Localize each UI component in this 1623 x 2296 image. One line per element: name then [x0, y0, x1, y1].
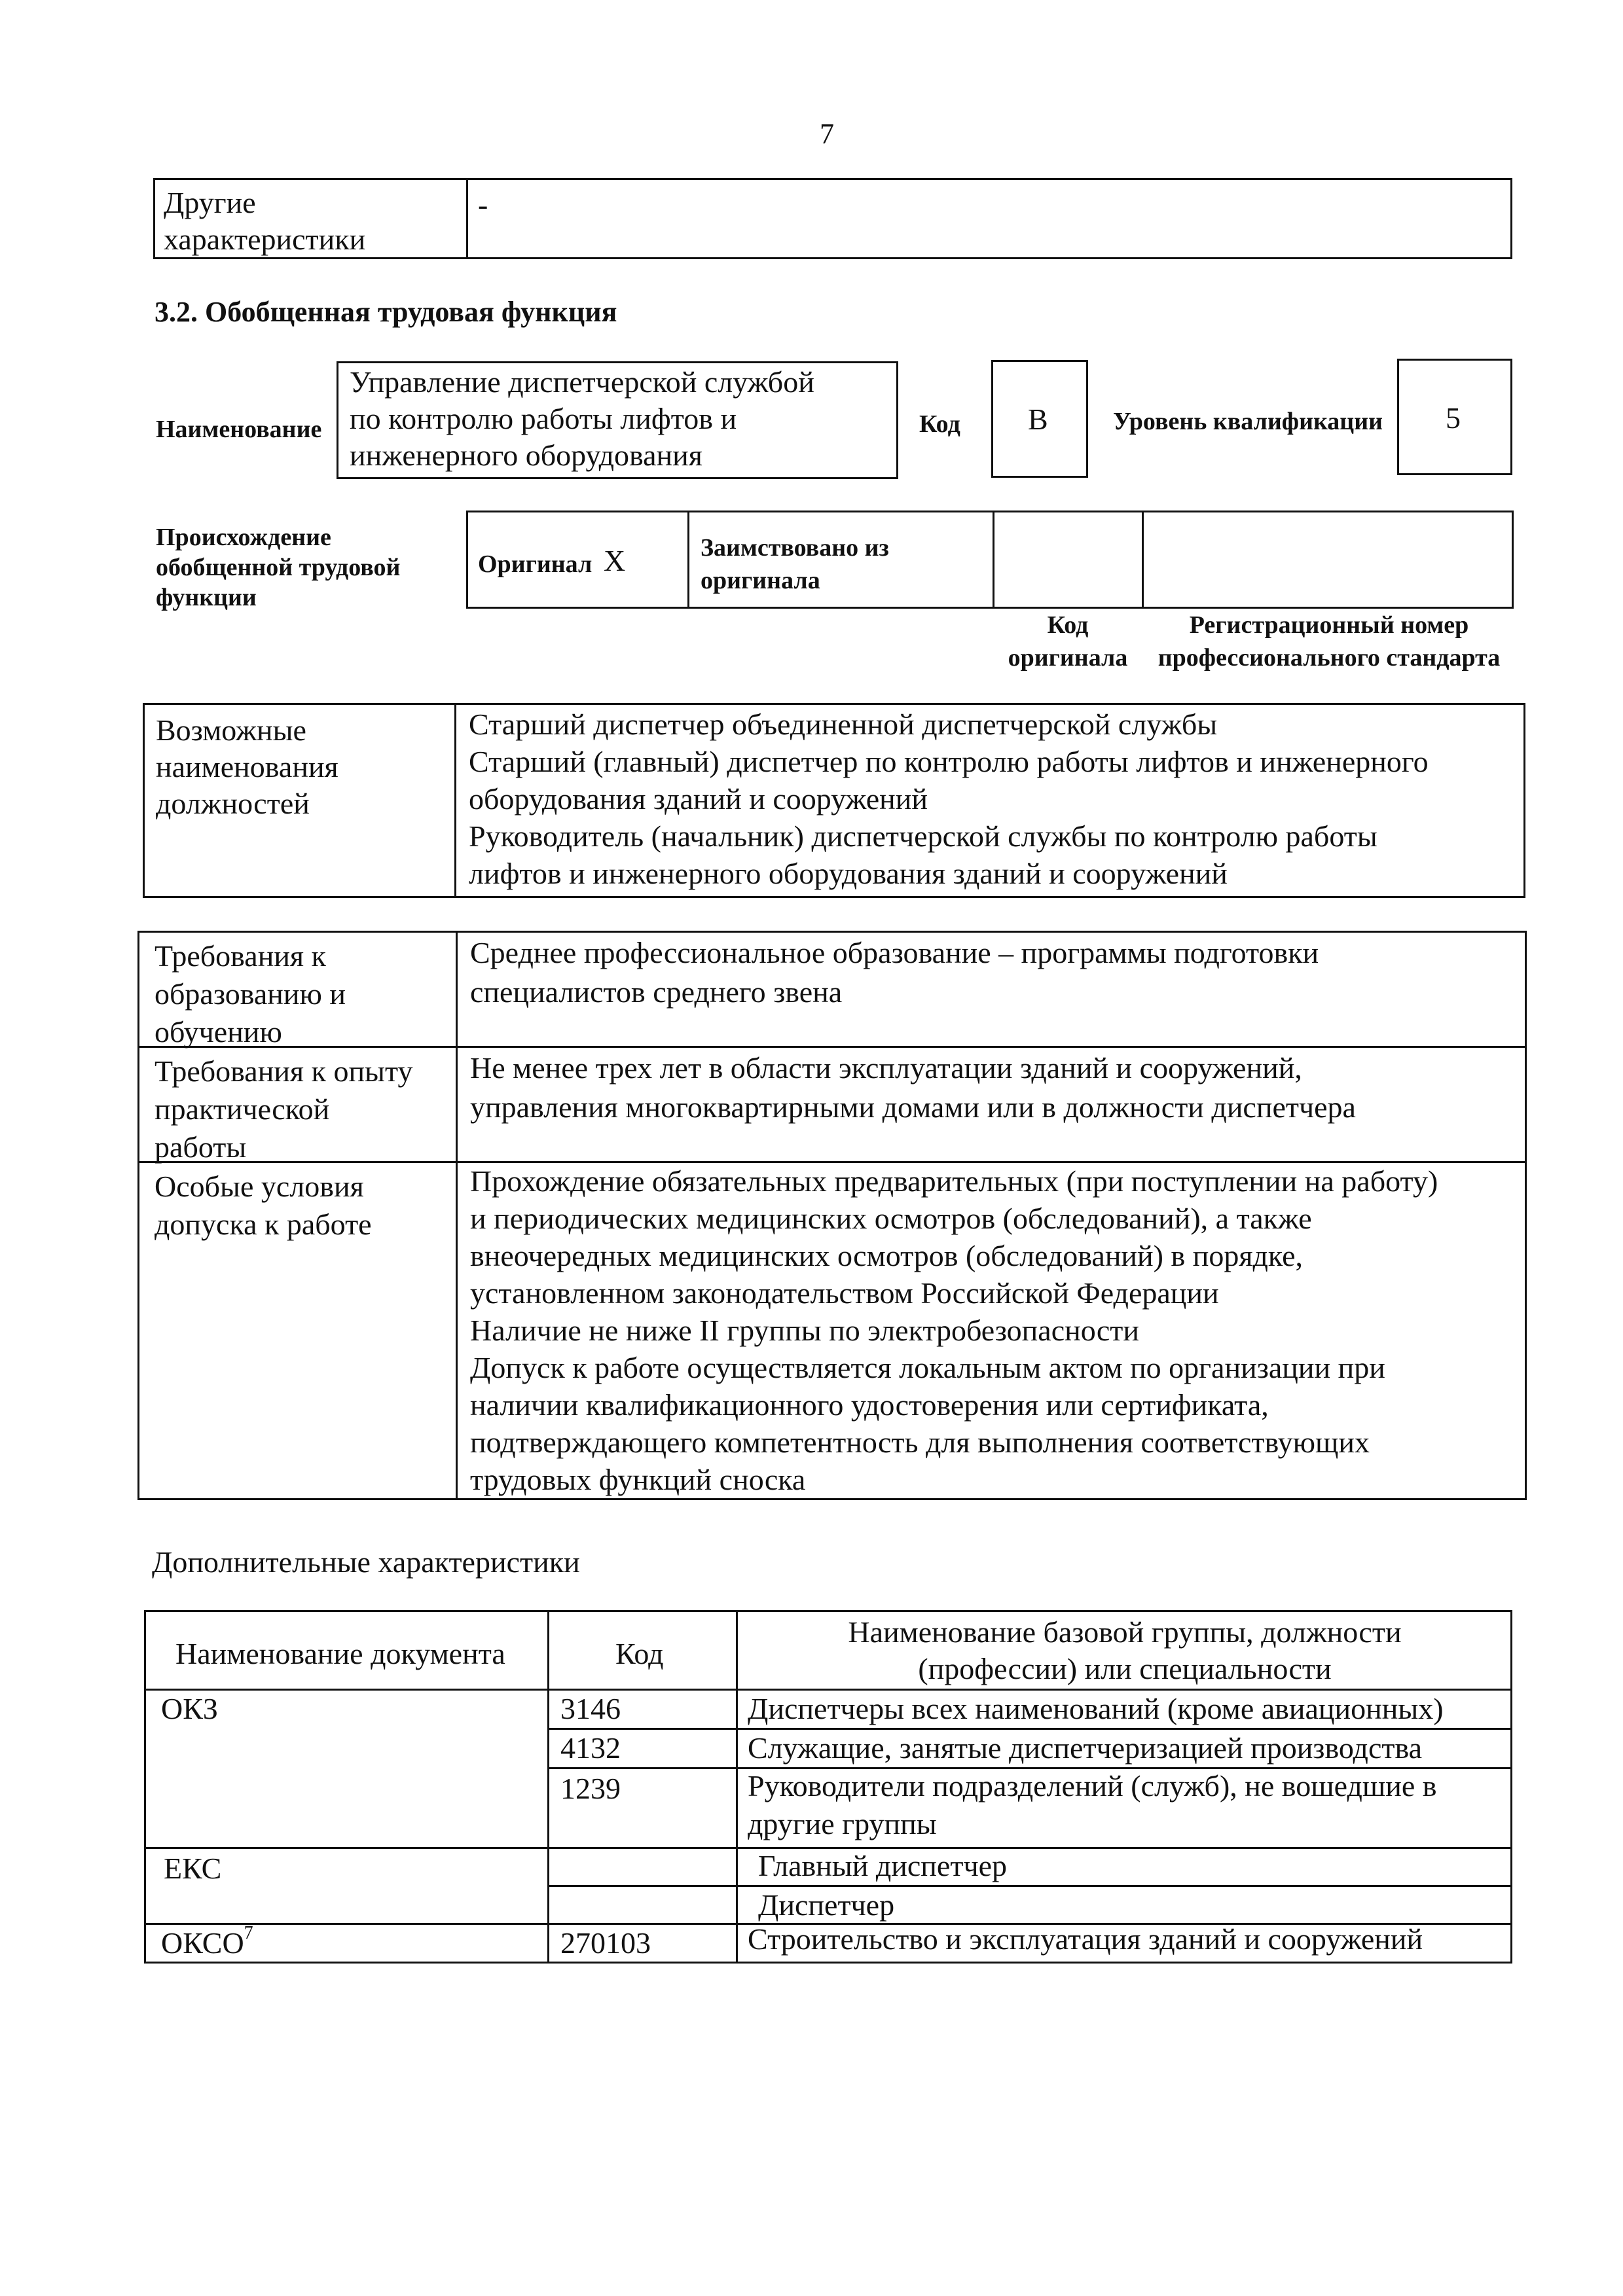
extra-header-code: Код — [615, 1637, 664, 1670]
table-row-code: 3146 — [560, 1692, 621, 1725]
education-value: Среднее профессиональное образование – программы подготовки специалистов среднего звена — [470, 936, 1319, 1009]
code-label: Код — [919, 410, 960, 438]
function-name: Управление диспетчерской службой по контролю работы лифтов и инженерного оборудования — [350, 365, 814, 472]
table-row-code: 4132 — [560, 1731, 621, 1765]
level-label: Уровень квалификации — [1113, 408, 1383, 435]
original-mark: Х — [604, 544, 626, 577]
table-row-doc: ОКСО$^7$ — [161, 1923, 253, 1960]
table-row-name: Диспетчер — [758, 1888, 895, 1922]
page-number: 7 — [820, 118, 834, 150]
code-value: В — [1028, 403, 1048, 436]
table-row-name: Главный диспетчер — [758, 1849, 1007, 1882]
table-row-name: Руководители подразделений (служб), не вошедшие в другие группы — [748, 1769, 1437, 1840]
extra-title: Дополнительные характеристики — [152, 1545, 580, 1579]
original-label: Оригинал — [478, 550, 593, 578]
footnote-mark: 7 — [244, 1923, 253, 1943]
positions-label: Возможные наименования должностей — [156, 713, 338, 820]
extra-header-document: Наименование документа — [175, 1637, 505, 1670]
original-code-caption: Код оригинала — [1008, 611, 1128, 672]
borrowed-label: Заимствовано из оригинала — [701, 534, 889, 594]
positions-value: Старший диспетчер объединенной диспетчерской службы Старший (главный) диспетчер по контролю работы лифтов и инженерного оборудования зданий и сооружений Руководитель (начальник) диспетчерской службы по контролю работы лифтов и инженерного оборудования зданий и сооружений — [469, 708, 1429, 890]
special-conditions-label: Особые условия допуска к работе — [155, 1170, 372, 1241]
other-characteristics-value: - — [478, 188, 488, 221]
experience-value: Не менее трех лет в области эксплуатации зданий и сооружений, управления многоквартирными домами или в должности диспетчера — [470, 1051, 1356, 1124]
table-row-doc: ОКЗ — [161, 1692, 218, 1725]
name-label: Наименование — [156, 416, 322, 443]
special-conditions-value: Прохождение обязательных предварительных (при поступлении на работу) и периодических медицинских осмотров (обследований), а также внеочередных медицинских осмотров (обследований) в порядке, установленном законодательством Российской Федерации Наличие не ниже II группы по электробезопасности Допуск к работе осуществляется локальным актом по организации при наличии квалификационного удостоверения или сертификата, подтверждающего компетентность для выполнения соответствующих трудовых функций сноска — [470, 1164, 1438, 1496]
extra-header-name: Наименование базовой группы, должности (профессии) или специальности — [848, 1615, 1402, 1685]
table-row-code: 270103 — [560, 1926, 651, 1960]
table-row-code: 1239 — [560, 1772, 621, 1805]
registration-number-caption: Регистрационный номер профессионального стандарта — [1158, 611, 1501, 672]
experience-label: Требования к опыту практической работы — [155, 1054, 413, 1164]
table-row-name: Служащие, занятые диспетчеризацией производства — [748, 1731, 1423, 1765]
other-characteristics-label: Другие характеристики — [164, 186, 366, 256]
section-title: 3.2. Обобщенная трудовая функция — [155, 296, 617, 328]
level-value: 5 — [1446, 401, 1461, 435]
table-row-name: Строительство и эксплуатация зданий и сооружений — [748, 1922, 1423, 1956]
education-label: Требования к образованию и обучению — [155, 939, 346, 1049]
origin-label: Происхождение обобщенной трудовой функции — [156, 524, 401, 611]
table-row-name: Диспетчеры всех наименований (кроме авиационных) — [748, 1692, 1444, 1725]
table-row-doc: ЕКС — [164, 1852, 222, 1885]
